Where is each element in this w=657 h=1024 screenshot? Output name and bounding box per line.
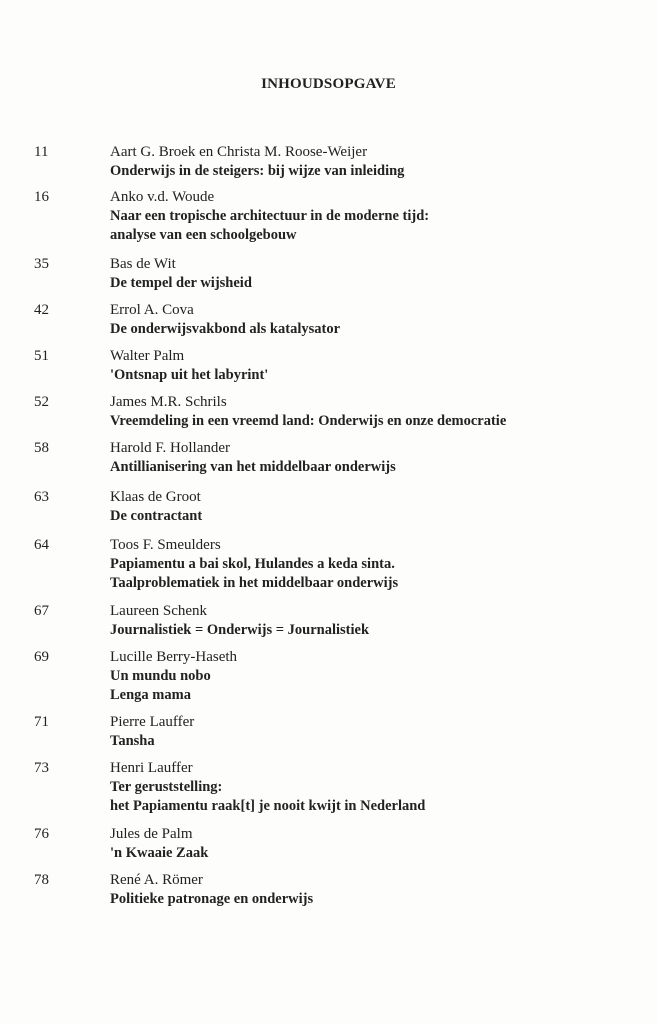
page-number: 42 [34, 302, 49, 318]
page-title: INHOUDSOPGAVE [261, 76, 396, 92]
page-number: 52 [34, 394, 49, 410]
entry-title: Tansha [110, 733, 155, 749]
entry-title: Ter geruststelling: [110, 779, 223, 795]
entry-title: het Papiamentu raak[t] je nooit kwijt in Nederland [110, 798, 426, 814]
entry-author: Anko v.d. Woude [110, 189, 215, 205]
entry-author: Aart G. Broek en Christa M. Roose-Weijer [110, 144, 368, 160]
entry-title: Onderwijs in de steigers: bij wijze van inleiding [110, 163, 405, 179]
page-number: 76 [34, 826, 49, 842]
entry-author: Pierre Lauffer [110, 714, 195, 730]
entry-title: Papiamentu a bai skol, Hulandes a keda sinta. [110, 556, 395, 572]
entry-author: René A. Römer [110, 872, 203, 888]
page-number: 73 [34, 760, 49, 776]
entry-title: De tempel der wijsheid [110, 275, 252, 291]
page-number: 63 [34, 489, 49, 505]
entry-author: Errol A. Cova [110, 302, 194, 318]
entry-title: Naar een tropische architectuur in de moderne tijd: [110, 208, 430, 224]
entry-title: Un mundu nobo [110, 668, 211, 684]
entry-title: analyse van een schoolgebouw [110, 227, 297, 243]
entry-title: De onderwijsvakbond als katalysator [110, 321, 341, 337]
page-number: 51 [34, 348, 49, 364]
entry-title: Vreemdeling in een vreemd land: Onderwijs en onze democratie [110, 413, 507, 429]
entry-title: 'n Kwaaie Zaak [110, 845, 209, 861]
entry-author: James M.R. Schrils [110, 394, 227, 410]
entry-title: De contractant [110, 508, 203, 524]
entry-author: Bas de Wit [110, 256, 176, 272]
page-number: 16 [34, 189, 49, 205]
page-number: 35 [34, 256, 49, 272]
entry-title: 'Ontsnap uit het labyrint' [110, 367, 269, 383]
page-number: 69 [34, 649, 49, 665]
page-number: 71 [34, 714, 49, 730]
entry-author: Harold F. Hollander [110, 440, 231, 456]
entry-author: Lucille Berry-Haseth [110, 649, 238, 665]
entry-title: Lenga mama [110, 687, 191, 703]
entry-author: Toos F. Smeulders [110, 537, 221, 553]
page-number: 64 [34, 537, 49, 553]
page-number: 67 [34, 603, 49, 619]
entry-title: Taalproblematiek in het middelbaar onderwijs [110, 575, 399, 591]
page-number: 11 [34, 144, 49, 160]
page-number: 78 [34, 872, 49, 888]
entry-title: Journalistiek = Onderwijs = Journalistiek [110, 622, 370, 638]
entry-author: Jules de Palm [110, 826, 193, 842]
entry-title: Antillianisering van het middelbaar onderwijs [110, 459, 396, 475]
entry-author: Walter Palm [110, 348, 185, 364]
entry-title: Politieke patronage en onderwijs [110, 891, 314, 907]
entry-author: Henri Lauffer [110, 760, 193, 776]
entry-author: Laureen Schenk [110, 603, 208, 619]
entry-author: Klaas de Groot [110, 489, 201, 505]
page-number: 58 [34, 440, 49, 456]
